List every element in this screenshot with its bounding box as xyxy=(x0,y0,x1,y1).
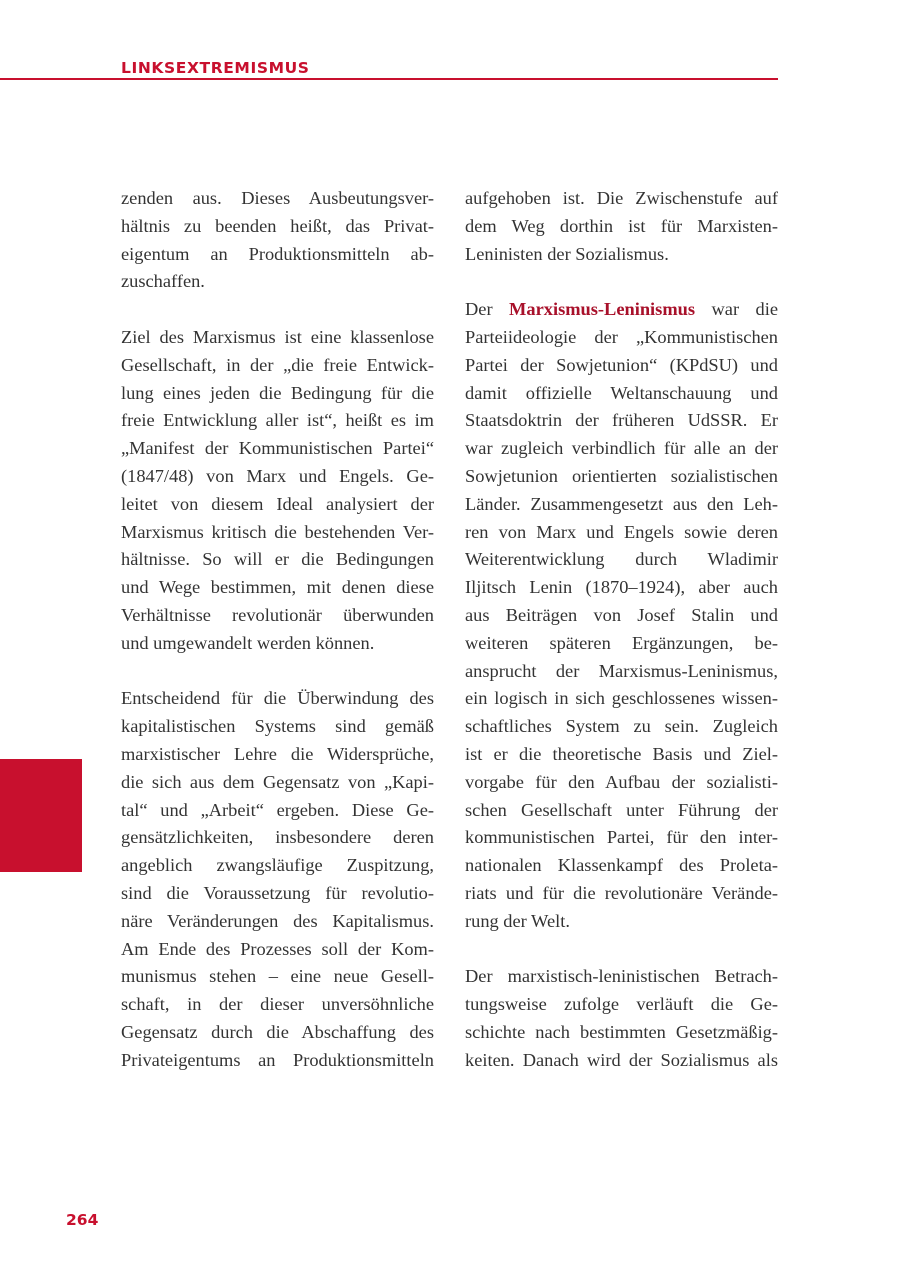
left-column xyxy=(121,185,434,1102)
text-line: Entscheidend für die Überwindung des xyxy=(121,688,434,709)
text-line: Verhältnisse revolutionär überwunden xyxy=(121,604,434,625)
text-line: vorgabe für den Aufbau der sozialisti- xyxy=(465,771,778,792)
text-line: Länder. Zusammengesetzt aus den Leh- xyxy=(465,493,778,514)
text-line: schichte nach bestimmten Gesetzmäßig- xyxy=(465,1021,778,1042)
chapter-side-tab xyxy=(0,759,82,872)
running-head-title: LINKSEXTREMISMUS xyxy=(121,59,310,77)
right-column xyxy=(465,185,778,1102)
text-line: Weiterentwicklung durch Wladimir xyxy=(465,549,778,570)
paragraph xyxy=(121,324,434,658)
text-line: Sowjetunion orientierten sozialistischen xyxy=(465,465,778,486)
text-line: weiteren späteren Ergänzungen, be- xyxy=(465,632,778,653)
text-line: zenden aus. Dieses Ausbeutungsver- xyxy=(121,188,434,208)
text-line: Marxismus kritisch die bestehenden Ver- xyxy=(121,521,434,542)
text-line: gensätzlichkeiten, insbesondere deren xyxy=(121,827,434,848)
text-line: hältnis zu beenden heißt, das Privat- xyxy=(121,215,434,236)
text-line: schaft, in der dieser unversöhnliche xyxy=(121,994,434,1015)
text-line-with-term xyxy=(465,296,778,324)
text-line: rung der Welt. xyxy=(465,910,570,931)
text-line: schen Gesellschaft unter Führung der xyxy=(465,799,778,820)
text-line: damit offizielle Weltanschauung und xyxy=(465,382,778,403)
text-line: nationalen Klassenkampf des Proleta- xyxy=(465,855,778,876)
text-line: ren von Marx und Engels sowie deren xyxy=(465,521,778,542)
paragraph xyxy=(465,963,778,1074)
text-line: kommunistischen Partei, für den inter- xyxy=(465,827,778,848)
text-line: munismus stehen – eine neue Gesell- xyxy=(121,966,434,987)
page-number: 264 xyxy=(66,1211,99,1229)
paragraph xyxy=(121,185,434,296)
text-line: Privateigentums an Produktionsmitteln xyxy=(121,1049,434,1070)
text-line: marxistischer Lehre die Widersprüche, xyxy=(121,743,434,764)
text-line: ansprucht der Marxismus-Leninismus, xyxy=(465,660,778,681)
text-line: und Wege bestimmen, mit denen diese xyxy=(121,577,434,598)
text-line: und umgewandelt werden können. xyxy=(121,632,375,653)
text-line: keiten. Danach wird der Sozialismus als xyxy=(465,1049,778,1070)
text-line: ein logisch in sich geschlossenes wissen- xyxy=(465,688,778,709)
text-line: aufgehoben ist. Die Zwischenstufe auf xyxy=(465,188,778,208)
text-line: angeblich zwangsläufige Zuspitzung, xyxy=(121,855,434,876)
text-line: ist er die theoretische Basis und Ziel- xyxy=(465,743,778,764)
text-line: schaftliches System zu sein. Zugleich xyxy=(465,716,778,737)
text-line: Ziel des Marxismus ist eine klassenlose xyxy=(121,326,434,347)
text-fragment: Der xyxy=(465,299,510,320)
header-rule xyxy=(0,78,778,80)
text-line: „Manifest der Kommunistischen Partei“ xyxy=(121,438,434,459)
text-line: leitet von diesem Ideal analysiert der xyxy=(121,493,434,514)
text-line: dem Weg dorthin ist für Marxisten- xyxy=(465,215,778,236)
text-line: freie Entwicklung aller ist“, heißt es im xyxy=(121,410,434,431)
text-line: sind die Voraussetzung für revolutio- xyxy=(121,882,434,903)
text-line: Parteiideologie der „Kommunistischen xyxy=(465,326,778,347)
text-line: (1847/48) von Marx und Engels. Ge- xyxy=(121,465,434,486)
text-line: die sich aus dem Gegensatz von „Kapi- xyxy=(121,771,434,792)
text-line: tal“ und „Arbeit“ ergeben. Diese Ge- xyxy=(121,799,434,820)
text-line: tungsweise zufolge verläuft die Ge- xyxy=(465,994,778,1015)
paragraph xyxy=(465,185,778,268)
highlighted-term: Marxismus-Leninismus xyxy=(509,299,696,320)
paragraph xyxy=(121,685,434,1074)
text-line: Leninisten der Sozialismus. xyxy=(465,243,669,264)
text-line: eigentum an Produktionsmitteln ab- xyxy=(121,243,434,264)
text-fragment: war die xyxy=(695,299,779,320)
text-line: Gesellschaft, in der „die freie Entwick- xyxy=(121,354,434,375)
text-line: riats und für die revolutionäre Verände- xyxy=(465,882,778,903)
text-line: Partei der Sowjetunion“ (KPdSU) und xyxy=(465,354,778,375)
text-line: Iljitsch Lenin (1870–1924), aber auch xyxy=(465,577,778,598)
text-line: zuschaffen. xyxy=(121,271,205,292)
text-line: Gegensatz durch die Abschaffung des xyxy=(121,1021,434,1042)
paragraph xyxy=(465,296,778,935)
text-line: aus Beiträgen von Josef Stalin und xyxy=(465,604,778,625)
text-line: Staatsdoktrin der früheren UdSSR. Er xyxy=(465,410,778,431)
text-line: hältnisse. So will er die Bedingungen xyxy=(121,549,434,570)
text-line: näre Veränderungen des Kapitalismus. xyxy=(121,910,434,931)
text-line: lung eines jeden die Bedingung für die xyxy=(121,382,434,403)
text-line: war zugleich verbindlich für alle an der xyxy=(465,438,778,459)
text-line: Am Ende des Prozesses soll der Kom- xyxy=(121,938,434,959)
text-line: Der marxistisch-leninistischen Betrach- xyxy=(465,966,778,987)
text-line: kapitalistischen Systems sind gemäß xyxy=(121,716,434,737)
